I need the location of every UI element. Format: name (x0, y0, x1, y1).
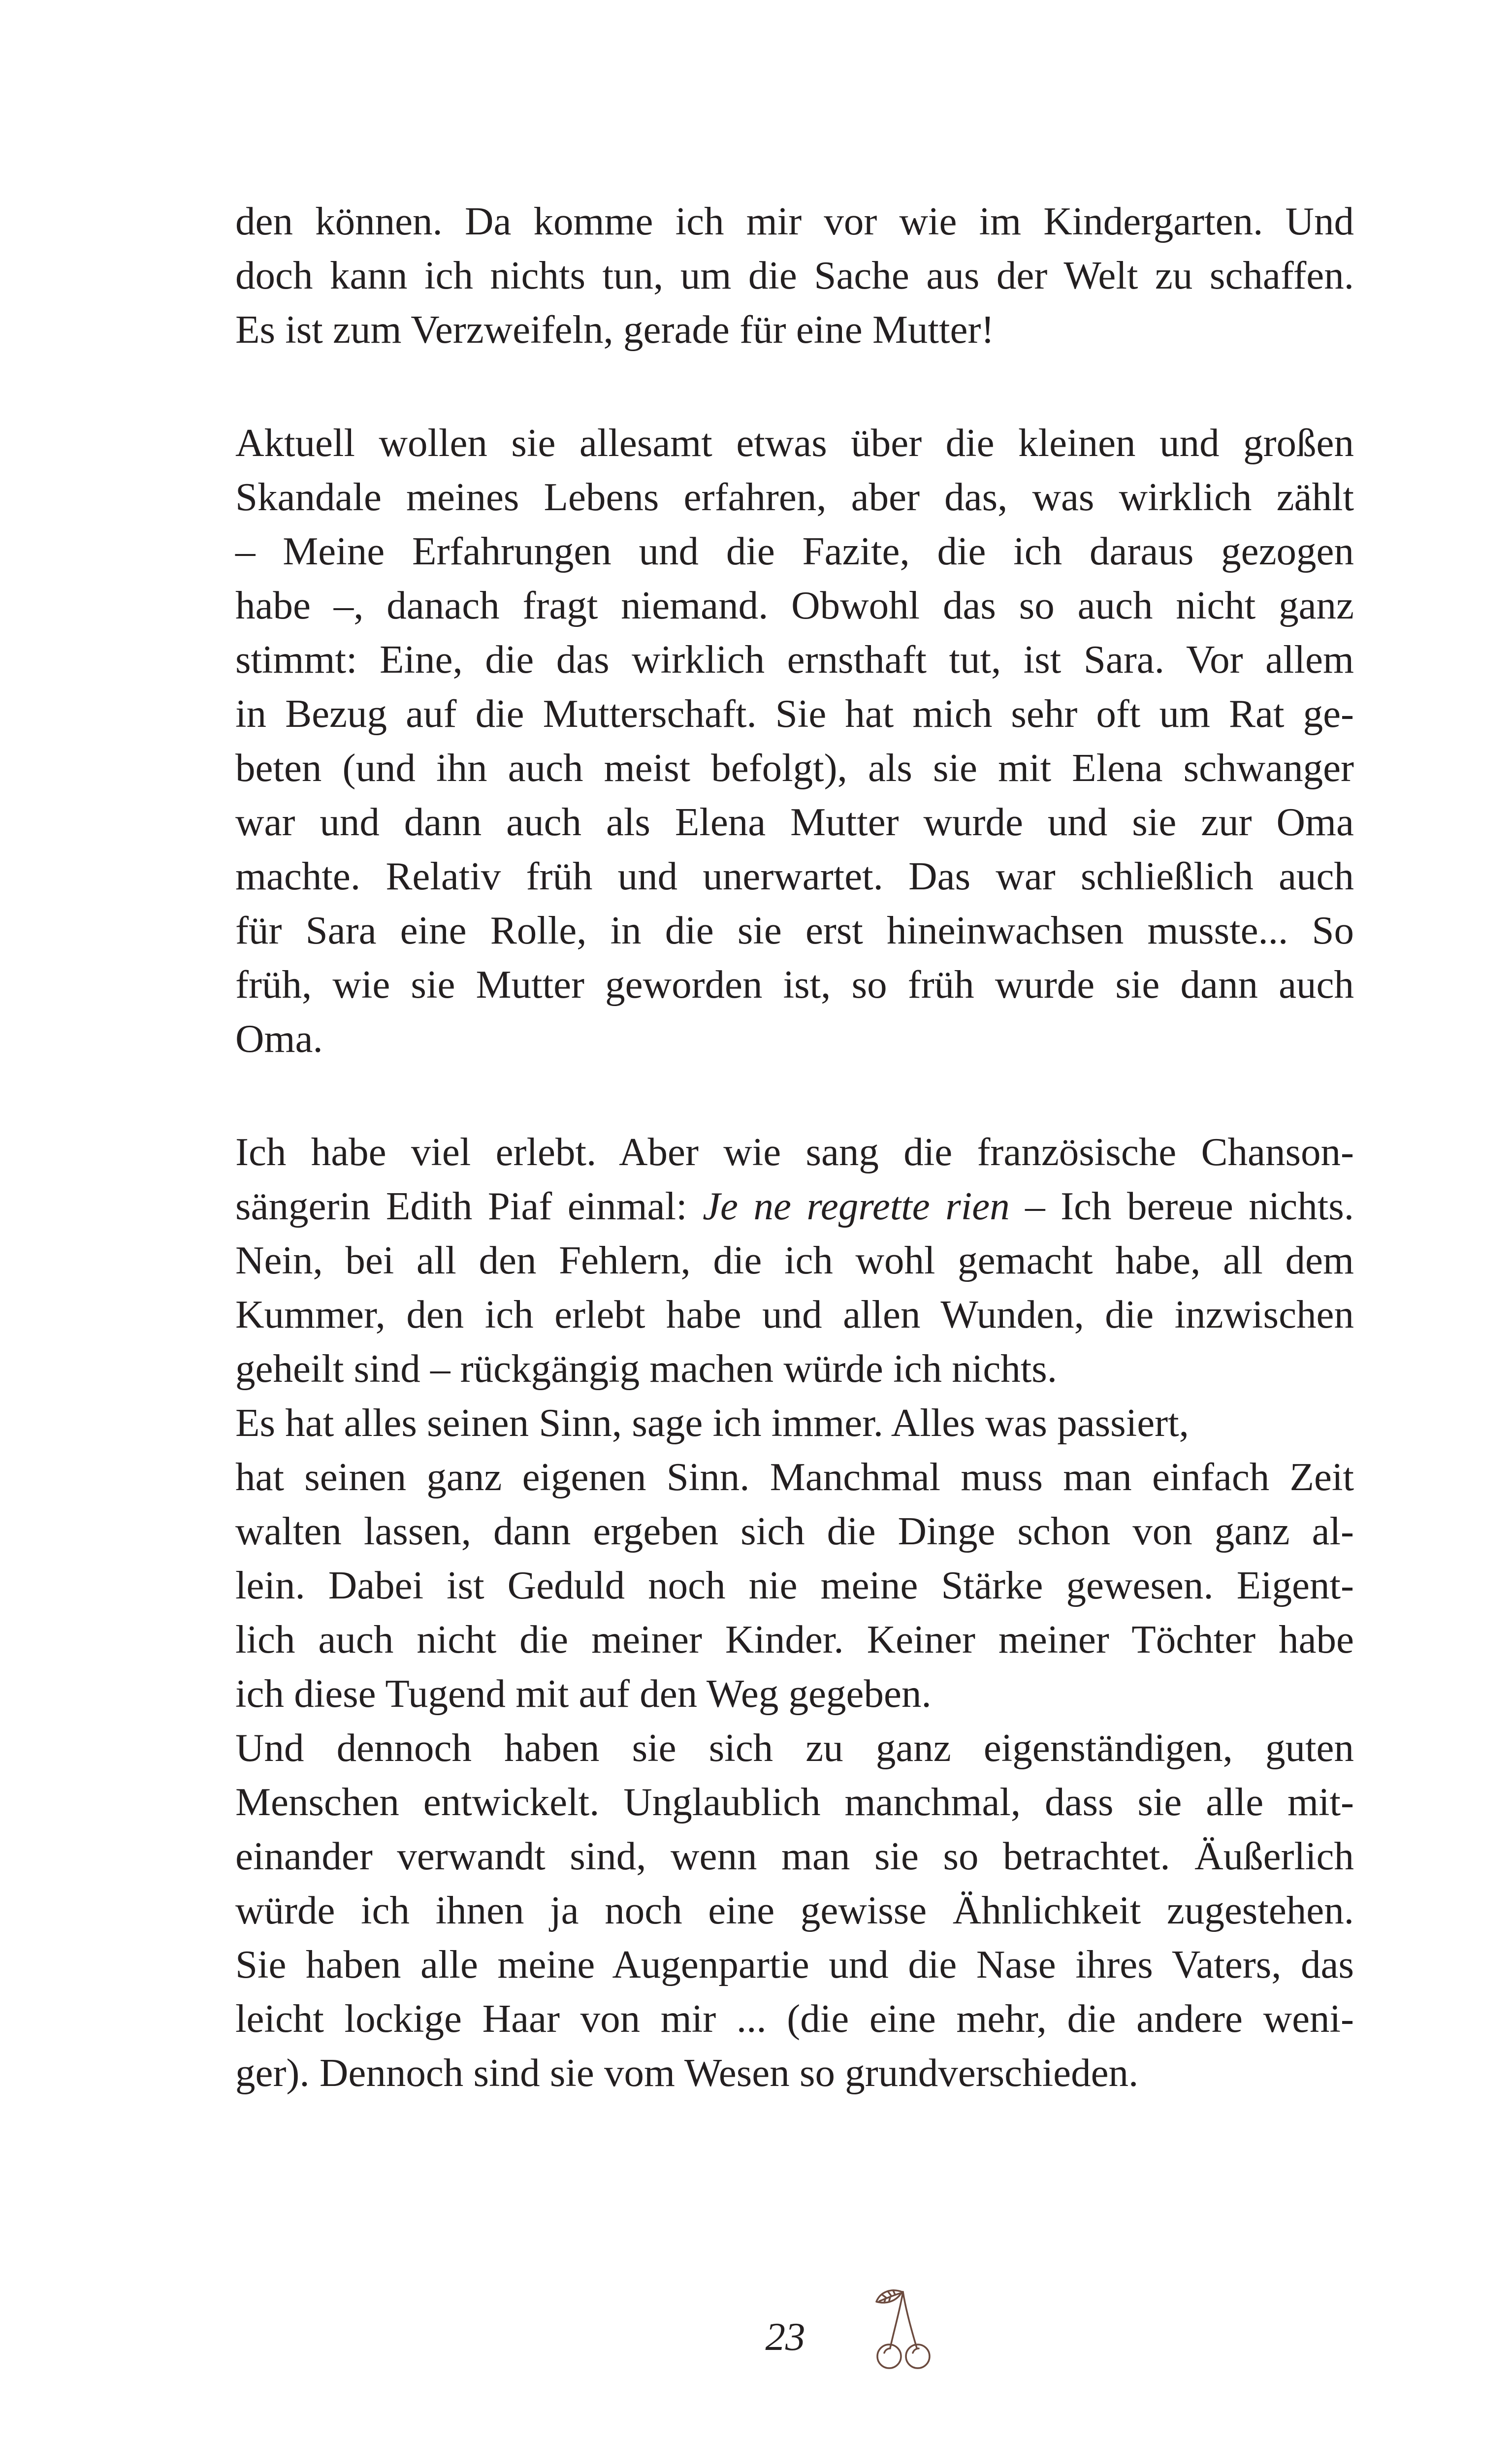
text-line: für Sara eine Rolle, in die sie erst hineinwachsen musste... So (235, 908, 1354, 952)
paragraph (235, 1396, 1354, 1721)
text-line: ich diese Tugend mit auf den Weg gegeben. (235, 1671, 932, 1716)
text-line: Sie haben alle meine Augenpartie und die Nase ihres Vaters, das (235, 1942, 1354, 1987)
paragraph (235, 194, 1354, 357)
text-line: habe –, danach fragt niemand. Obwohl das so auch nicht ganz (235, 583, 1354, 627)
text-run: – Ich bereue nichts. (1009, 1184, 1354, 1228)
text-line: früh, wie sie Mutter geworden ist, so früh wurde sie dann auch (235, 962, 1354, 1007)
song-title: Je ne regrette rien (703, 1184, 1010, 1228)
text-line: Nein, bei all den Fehlern, die ich wohl gemacht habe, all dem (235, 1238, 1354, 1282)
text-line: doch kann ich nichts tun, um die Sache aus der Welt zu schaffen. (235, 253, 1354, 297)
text-line: Ich habe viel erlebt. Aber wie sang die französische Chanson- (235, 1130, 1354, 1174)
text-line: beten (und ihn auch meist befolgt), als sie mit Elena schwanger (235, 746, 1354, 790)
text-line: in Bezug auf die Mutterschaft. Sie hat mich sehr oft um Rat ge- (235, 691, 1354, 736)
text-line: den können. Da komme ich mir vor wie im Kindergarten. Und (235, 199, 1354, 243)
text-line: leicht lockige Haar von mir ... (die eine mehr, die andere weni- (235, 1996, 1354, 2041)
text-line: war und dann auch als Elena Mutter wurde und sie zur Oma (235, 800, 1354, 844)
paragraph (235, 1125, 1354, 1396)
text-line: lich auch nicht die meiner Kinder. Keiner meiner Töchter habe (235, 1617, 1354, 1661)
text-line: ger). Dennoch sind sie vom Wesen so grundverschieden. (235, 2051, 1139, 2095)
text-run: sängerin Edith Piaf einmal: (235, 1184, 703, 1228)
text-line: walten lassen, dann ergeben sich die Dinge schon von ganz al- (235, 1509, 1354, 1553)
text-line: Oma. (235, 1016, 323, 1061)
text-line: Und dennoch haben sie sich zu ganz eigenständigen, guten (235, 1726, 1354, 1770)
text-line: geheilt sind – rückgängig machen würde ich nichts. (235, 1346, 1058, 1391)
text-line: machte. Relativ früh und unerwartet. Das war schließlich auch (235, 854, 1354, 898)
text-line: – Meine Erfahrungen und die Fazite, die ich daraus gezogen (235, 529, 1354, 573)
text-line: hat seinen ganz eigenen Sinn. Manchmal muss man einfach Zeit (235, 1455, 1354, 1499)
cherry-icon (871, 2285, 935, 2371)
text-line: Es ist zum Verzweifeln, gerade für eine Mutter! (235, 307, 995, 352)
paragraph (235, 1721, 1354, 2100)
text-line: würde ich ihnen ja noch eine gewisse Ähnlichkeit zugestehen. (235, 1888, 1354, 1932)
text-line: stimmt: Eine, die das wirklich ernsthaft tut, ist Sara. Vor allem (235, 637, 1354, 682)
text-line: Menschen entwickelt. Unglaublich manchmal, dass sie alle mit- (235, 1780, 1354, 1824)
text-line (235, 1179, 1354, 1233)
text-line: einander verwandt sind, wenn man sie so betrachtet. Äußerlich (235, 1834, 1354, 1878)
text-line: Es hat alles seinen Sinn, sage ich immer. Alles was passiert, (235, 1401, 1189, 1445)
text-line: Skandale meines Lebens erfahren, aber das, was wirklich zählt (235, 475, 1354, 519)
text-line: Aktuell wollen sie allesamt etwas über die kleinen und großen (235, 421, 1354, 465)
text-line: lein. Dabei ist Geduld noch nie meine Stärke gewesen. Eigent- (235, 1563, 1354, 1607)
text-line: Kummer, den ich erlebt habe und allen Wunden, die inzwischen (235, 1292, 1354, 1336)
page-number: 23 (765, 2314, 805, 2359)
paragraph (235, 416, 1354, 1066)
